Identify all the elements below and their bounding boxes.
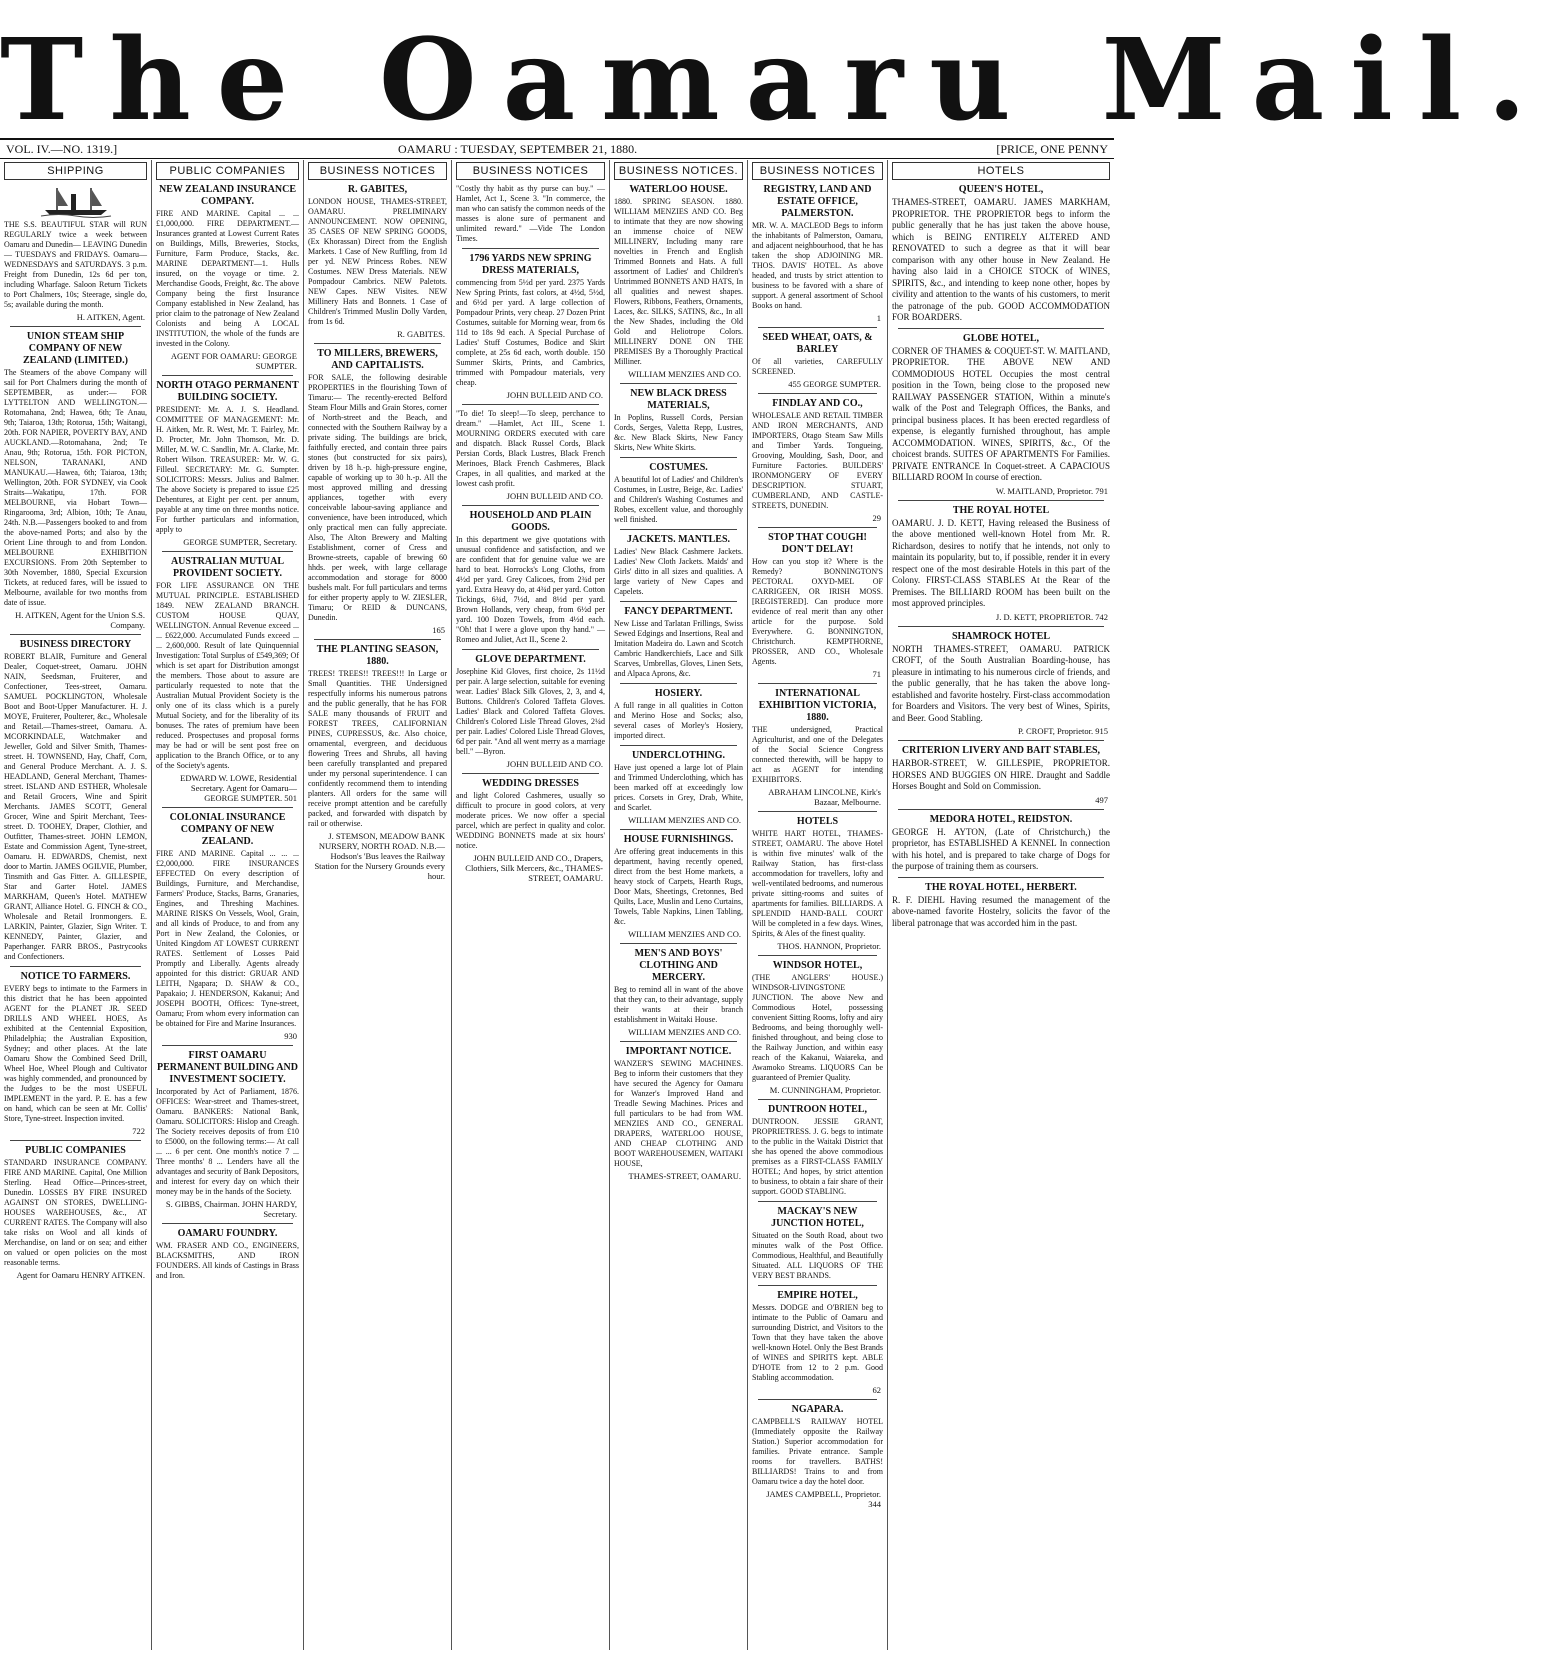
- advertisement-heading: EMPIRE HOTEL,: [777, 1290, 858, 1301]
- divider: [758, 1399, 877, 1400]
- advertisement: [156, 184, 299, 371]
- column-header: SHIPPING: [4, 162, 147, 180]
- advertisement: [892, 184, 1110, 324]
- divider: [758, 811, 877, 812]
- advertisement-signature: AGENT FOR OAMARU: GEORGE SUMPTER.: [170, 351, 297, 371]
- advertisement-heading: WATERLOO HOUSE.: [629, 184, 728, 195]
- advertisement-body: WM. FRASER AND CO., ENGINEERS, BLACKSMITHS, AND IRON FOUNDERS. All kinds of Castings in Brass and Iron.: [156, 1241, 299, 1280]
- advertisement-body: THE undersigned, Practical Agriculturist, and one of the Delegates of the Social Science Congress connected therewith, will be happy to act as AGENT for intending EXHIBITORS.: [752, 725, 883, 784]
- divider: [620, 943, 737, 944]
- advertisement-body: In Poplins, Russell Cords, Persian Cords, Serges, Valetta Repp, Lustres, &c. New Black Skirts, New Fancy Skirts, New White Skirts.: [614, 413, 743, 452]
- advertisement-body: GEORGE H. AYTON, (Late of Christchurch,) the proprietor, has ESTABLISHED A KENNEL In connection with his hotel, and is prepared to take charge of Dogs for the purpose of training them as coursers.: [892, 826, 1110, 871]
- advertisement: [156, 375, 299, 547]
- advertisement-heading: UNION STEAM SHIP COMPANY OF NEW ZEALAND (LIMITED.): [22, 331, 128, 366]
- advertisement-body: LONDON HOUSE, THAMES-STREET, OAMARU. PRELIMINARY ANNOUNCEMENT. NOW OPENING, 35 CASES OF NEW SPRING GOODS, (Ex Khorassan) Direct from the English Markets. 1 Case of New Ruffling, from 1d per yd. NEW Princess Robes. NEW Costumes. NEW Dress Materials. NEW Pompadour Cambrics. NEW Paletots. NEW Capes. NEW Visites. NEW Millinery Hats and Bonnets. 1 Case of Children's Trimmed Muslin Dolly Varden, from 1s 6d.: [308, 197, 447, 326]
- divider: [162, 1223, 293, 1224]
- column-header: BUSINESS NOTICES: [308, 162, 447, 180]
- advertisement: [892, 877, 1110, 930]
- advertisement-heading: REGISTRY, LAND AND ESTATE OFFICE, PALMERSTON.: [763, 184, 872, 219]
- advertisement-body: New Lisse and Tarlatan Frillings, Swiss Sewed Edgings and Insertions, Real and Imitation Madeira do. Lawn and Scotch Cambric Handkerchiefs, Lace and Silk Scarves, Umbrellas, Gloves, Linen Sets, and Alpaca Aprons, &c.: [614, 619, 743, 678]
- newspaper-title: The Oamaru Mail.: [0, 15, 1552, 146]
- advertisement-body: WANZER'S SEWING MACHINES. Beg to inform their customers that they have secured the Agency for Oamaru for Wanzer's Improved Hand and Treadle Sewing Machines. Prices and full particulars to be had from WM. MENZIES AND CO., GENERAL DRAPERS, WATERLOO HOUSE, AND CHEAP CLOTHING AND BOOT WAREHOUSEMEN, WAITAKI HOUSE,: [614, 1059, 743, 1168]
- advertisement-signature: WILLIAM MENZIES AND CO.: [628, 815, 741, 825]
- advertisement-body: TREES! TREES!! TREES!!! In Large or Small Quantities. THE Undersigned respectfully informs his numerous patrons and the public generally, that he has FOR SALE many thousands of FRUIT and FOREST TREES, CALIFORNIAN PINES, CUPRESSUS, &c. Also choice, ornamental, evergreen, and deciduous flowering Trees and Shrubs, all having been carefully transplanted and prepared under my personal superintendence. I can confidently recommend them to intending planters. All orders for the same will receive prompt attention and be carefully packed, and forwarded with dispatch by rail or otherwise.: [308, 669, 447, 828]
- advertisement-body: FOR LIFE ASSURANCE ON THE MUTUAL PRINCIPLE. ESTABLISHED 1849. NEW ZEALAND BRANCH. CUSTOM HOUSE QUAY, WELLINGTON. Annual Revenue exceed ... ... £622,000. Accumulated Funds exceed ... ... 2,600,000. Result of late Quinquennial Investigation: Total Surplus of £549,369; Of which is set apart for Distribution amongst the members. Those about to assure are particularly requested to note that the Australian Mutual Provident Society is the only one of its class which is a purely Mutual Society, and for the liberality of its bonuses. The rates of premium have been reduced. Prospectuses and proposal forms may be had or will be sent post free on application to the Branch Office, or to any of the Society's agents.: [156, 581, 299, 770]
- advertisement-heading: HOUSEHOLD AND PLAIN GOODS.: [469, 510, 592, 533]
- divider: [620, 1041, 737, 1042]
- column-header: HOTELS: [892, 162, 1110, 180]
- advertisement-signature: 29: [872, 513, 881, 523]
- divider: [620, 457, 737, 458]
- divider: [898, 626, 1104, 627]
- advertisement-body: THE S.S. BEAUTIFUL STAR will RUN REGULARLY twice a week between Oamaru and Dunedin— LEAVING Dunedin— TUESDAYS and FRIDAYS. Oamaru— WEDNESDAYS and SATURDAYS. 3 p.m. Freight from Dunedin, 12s 6d per ton, including Wharfage. Saloon Return Tickets to Port Chalmers, 10s; Steerage, single do, 5s; available during the month.: [4, 220, 147, 309]
- advertisement-signature: JOHN BULLEID AND CO.: [506, 759, 603, 769]
- advertisement-signature: 165: [432, 625, 445, 635]
- advertisement-signature: W. MAITLAND, Proprietor. 791: [995, 485, 1108, 496]
- advertisement: [752, 811, 883, 951]
- advertisement-body: FIRE AND MARINE. Capital ... ... £1,000,000. FIRE DEPARTMENT.—Insurances granted at Lowest Current Rates on Buildings, Mills, Breweries, Stocks, Furniture, Farm Produce, Stacks, &c. MARINE DEPARTMENT—1. Hulls insured, on the voyage or time. 2. Merchandise Goods, Freight, &c. The above Company being the first Insurance Company established in New Zealand, has prior claim to the patronage of New Zealand Colonists and being A LOCAL INSTITUTION, the whole of the funds are invested in the Colony.: [156, 209, 299, 348]
- advertisement-signature: 62: [872, 1385, 881, 1395]
- advertisement-heading: NOTICE TO FARMERS.: [20, 971, 131, 982]
- column-6: [748, 160, 888, 1650]
- divider: [462, 248, 599, 249]
- advertisement-signature: H. AITKEN, Agent for the Union S.S. Company.: [15, 610, 145, 630]
- advertisement-body: HARBOR-STREET, W. GILLESPIE, PROPRIETOR. HORSES AND BUGGIES ON HIRE. Draught and Saddle Horses Bought and Sold on Commission.: [892, 758, 1110, 791]
- divider: [462, 649, 599, 650]
- column-1: [0, 160, 152, 1650]
- advertisement: [892, 626, 1110, 737]
- advertisement-body: DUNTROON. JESSIE GRANT, PROPRIETRESS. J. G. begs to intimate to the public in the Waitaki District that she has opened the above commodious premises as a FIRST-CLASS FAMILY HOTEL; And hopes, by strict attention to business, to obtain a fair share of their support. GOOD STABLING.: [752, 1117, 883, 1196]
- advertisement-body: ROBERT BLAIR, Furniture and General Dealer, Coquet-street, Oamaru. JOHN NAIN, Seedsman, Fruiterer, and Confectioner, Tees-street, Oamaru. SAMUEL POCKLINGTON, Wholesale Boot and Boot-Upper Manufacturer. H. J. MOYE, Fruiterer, Poulterer, &c., Wholesale and Retail.—Thames-street, Oamaru. A. MCORKINDALE, Watchmaker and Jeweller, Gold and Silver Smith, Thames-street. H. TOWNSEND, Hay, Chaff, Corn, and General Produce Merchant. A. J. S. HEADLAND, General Merchant, Thames-street. ISLAND AND ESTHER, Wholesale and Retail Grocers, Wine and Spirit Merchants. JAMES SCOTT, General Grocer, Wine and Spirit Merchant, Tees-street. D. TOOHEY, Draper, Clothier, and Outfitter, Thames-street. JOHN LEMON, Estate and Commission Agent, Tyne-street, Oamaru. H. EDWARDS, Chemist, next door to Martin. JAMES OGILVIE, Plumber, Tinsmith and Gas Fitter. A. GILLESPIE, Star and Garter Hotel. JAMES MARKHAM, Queen's Hotel. MATHEW GRANT, Alliance Hotel. G. FINCH & CO., Wholesale and Retail Ironmongers. E. LARKIN, Painter, Glazier, Sign Writer. T. KENNEDY, Painter, Glazier, and Paperhanger. FARR BROS., Pastrycooks and Confectioners.: [4, 652, 147, 961]
- column-2: [152, 160, 304, 1650]
- advertisement-signature: S. GIBBS, Chairman. JOHN HARDY, Secretary.: [165, 1199, 297, 1219]
- dateline: [0, 138, 1114, 159]
- advertisement-signature: 497: [1095, 794, 1108, 805]
- advertisement: [614, 184, 743, 379]
- advertisement-body: 1880. SPRING SEASON. 1880. WILLIAM MENZIES AND CO. Beg to intimate that they are now showing an immense choice of NEW MILLINERY, Including many rare novelties in French and English Trimmed Bonnets and Hats. A full assortment of Ladies' and Children's Untrimmed BONNETS AND HATS, In all qualities and newest shapes. Flowers, Ribbons, Feathers, Ornaments, Laces, &c. SILKS, SATINS, &c., In all the New Shades, including the Old Gold and Heliotrope Colors. MILLINERY DONE ON THE PREMISES By a Thoroughly Practical Milliner.: [614, 197, 743, 366]
- advertisement-heading: CRITERION LIVERY AND BAIT STABLES,: [901, 745, 1101, 756]
- advertisement-heading: HOTELS: [796, 816, 839, 827]
- divider: [620, 745, 737, 746]
- advertisement: [752, 1399, 883, 1509]
- advertisement-body: Messrs. DODGE and O'BRIEN beg to intimate to the Public of Oamaru and surrounding District, and Visitors to the Town that they have taken the above well-known Hotel. Only the Best Brands of WINES and SPIRITS kept. ABLE D'HOTE from 12 to 2 p.m. Good Stabling accommodation.: [752, 1303, 883, 1382]
- advertisement: [4, 220, 147, 322]
- advertisement-heading: COLONIAL INSURANCE COMPANY OF NEW ZEALAND.: [169, 812, 286, 847]
- advertisement-signature: J. D. KETT, PROPRIETOR. 742: [995, 611, 1108, 622]
- advertisement-body: Ladies' New Black Cashmere Jackets. Ladies' New Cloth Jackets. Maids' and Girls' ditto in all sizes and qualities. A large variety of New Capes and Capelets.: [614, 547, 743, 596]
- advertisement: [614, 1041, 743, 1181]
- divider: [898, 877, 1104, 878]
- advertisement-heading: AUSTRALIAN MUTUAL PROVIDENT SOCIETY.: [170, 556, 285, 579]
- advertisement-signature: WILLIAM MENZIES AND CO.: [628, 369, 741, 379]
- advertisement: [752, 184, 883, 323]
- advertisement: [156, 1045, 299, 1219]
- advertisement: [4, 326, 147, 630]
- advertisement-signature: JAMES CAMPBELL, Proprietor. 344: [766, 1489, 881, 1509]
- advertisement-body: CORNER OF THAMES & COQUET-ST. W. MAITLAND, PROPRIETOR. THE ABOVE NEW AND COMMODIOUS HOTEL Occupies the most central position in the Town, being close to the proposed new RAILWAY PASSENGER STATION, Within a minute's walk of the Post and Telegraph Offices, the Banks, and principal business places. It has been erected regardless of expense, is elegantly furnished throughout, has ample ACCOMMODATION. WINES, SPIRITS, &c., Of the choicest brands. SUITES OF APARTMENTS For Families. PRIVATE ENTRANCE In Coquet-street. A CAPACIOUS BILLIARD ROOM In course of erection.: [892, 345, 1110, 482]
- advertisement-heading: MEN'S AND BOYS' CLOTHING AND MERCERY.: [634, 948, 723, 983]
- advertisement: [4, 1140, 147, 1280]
- divider: [758, 955, 877, 956]
- divider: [162, 375, 293, 376]
- advertisement-body: OAMARU. J. D. KETT, Having released the Business of the above mentioned well-known Hotel from Mr. R. Richardson, desires to notify that he intends, not only to maintain its popularity, but to, if possible, render it in every respect one of the most desirable Hotels in this part of the Colony. FIRST-CLASS STABLES At the Rear of the Premises. The BILLIARD ROOM has been built on the most approved principles.: [892, 517, 1110, 608]
- advertisement-heading: THE ROYAL HOTEL: [952, 504, 1050, 516]
- divider: [620, 683, 737, 684]
- advertisement-heading: UNDERCLOTHING.: [631, 750, 726, 761]
- advertisement: [156, 807, 299, 1041]
- advertisement-body: STANDARD INSURANCE COMPANY. FIRE AND MARINE. Capital, One Million Sterling. Head Office—Princes-street, Dunedin. LOSSES BY FIRE INSURED AGAINST ON STORES, DWELLING-HOUSES WAREHOUSES, &c., AT CURRENT RATES. The Company will also take risks on Wool and all kinds of Merchandise, on land or on sea; and either on valued or open policies on the most reasonable terms.: [4, 1158, 147, 1267]
- advertisement-heading: PUBLIC COMPANIES: [25, 1145, 126, 1156]
- steamship-illustration: [41, 184, 111, 218]
- divider: [314, 343, 441, 344]
- divider: [898, 328, 1104, 329]
- divider: [758, 1285, 877, 1286]
- advertisement-body: commencing from 5½d per yard. 2375 Yards New Spring Prints, fast colors, at 4½d, 5½d, and 6½d per yard. A large collection of Pompadour Prints, very cheap. 27 Dozen Print Costumes, suitable for Morning wear, from 6s 11d to 18s 9d each. A Special Purchase of Ladies' Stuff Costumes, Bodice and Skirt complete, at 25s 6d each, worth double. 150 Summer Skirts, Prints, and Cambrics, trimmed with Pompadour materials, very cheap.: [456, 278, 605, 387]
- volume-number: VOL. IV.—NO. 1319.]: [6, 142, 118, 156]
- advertisement-signature: J. STEMSON, MEADOW BANK NURSERY, NORTH ROAD. N.B.—Hodson's 'Bus leaves the Railway Station for the Nursery Grounds every hour.: [314, 831, 445, 881]
- advertisement-heading: IMPORTANT NOTICE.: [625, 1046, 732, 1057]
- advertisement-signature: JOHN BULLEID AND CO.: [506, 390, 603, 400]
- advertisement-heading: NGAPARA.: [791, 1404, 844, 1415]
- divider: [758, 527, 877, 528]
- advertisement: [4, 966, 147, 1136]
- advertisement: [752, 683, 883, 807]
- advertisement-heading: NORTH OTAGO PERMANENT BUILDING SOCIETY.: [156, 380, 299, 403]
- advertisement: [892, 809, 1110, 873]
- advertisement: [752, 955, 883, 1095]
- advertisement-body: Beg to remind all in want of the above that they can, to their advantage, supply their wants at their branch establishment in Waitaki House.: [614, 985, 743, 1024]
- advertisement-body: The Steamers of the above Company will sail for Port Chalmers during the month of SEPTEMBER, as under:— FOR LYTTELTON AND WELLINGTON.—Rotomahana, 2nd; Hawea, 6th; Te Anau, 9th; Taiaroa, 13th; Rotorua, 15th; Waitangi, 20th. FOR NAPIER, POVERTY BAY, AND AUCKLAND.—Rotomahana, 2nd; Te Anau, 9th; Rotorua, 15th. FOR PICTON, NELSON, TARANAKI, AND MANUKAU.—Hawea, 6th; Taiaroa, 13th; Wellington, 20th. FOR SYDNEY, via Cook Straits—Wakatipu, 17th. FOR MELBOURNE, via Hobart Town—Ringarooma, 3rd; Albion, 10th; Te Anau, 24th. N.B.—Passengers booked to and from the above-named Ports; and also by the Orient Line through to and from London. MELBOURNE EXHIBITION EXCURSIONS. From 20th September to 30th November, 1880, Special Excursion Tickets, at reduced fares, will be issued to Melbourne, available for two months from date of issue.: [4, 368, 147, 607]
- advertisement: [456, 184, 605, 244]
- advertisement-body: MR. W. A. MACLEOD Begs to inform the inhabitants of Palmerston, Oamaru, and adjacent neighbourhood, that he has taken the shop ADJOINING MR. THOS. DAVIS' HOTEL. As above headed, and trusts by strict attention to business to be favored with a share of support. A general assortment of School Books on hand.: [752, 221, 883, 310]
- advertisement-signature: EDWARD W. LOWE, Residential Secretary. Agent for Oamaru— GEORGE SUMPTER. 501: [180, 773, 297, 803]
- advertisement-heading: TO MILLERS, BREWERS, AND CAPITALISTS.: [317, 348, 438, 371]
- divider: [898, 500, 1104, 501]
- advertisement-body: "Costly thy habit as thy purse can buy." —Hamlet, Act I., Scene 3. "In commerce, the man who can satisfy the common needs of the masses is alone sure of permanent and unlimited reward." —Vide The London Times.: [456, 184, 605, 243]
- advertisement: [456, 404, 605, 501]
- advertisement-body: "To die! To sleep!—To sleep, perchance to dream." —Hamlet, Act III., Scene 1. MOURNING ORDERS executed with care and dispatch. Black Russel Cords, Black Persian Cords, Black Lustres, Black French Merinoes, Black French Cashmeres, Black Crapes, in all qualities, and marked at the lowest cash profit.: [456, 409, 605, 488]
- divider: [462, 505, 599, 506]
- divider: [462, 773, 599, 774]
- price: [PRICE, ONE PENNY: [996, 142, 1108, 156]
- divider: [620, 829, 737, 830]
- advertisement: [752, 527, 883, 679]
- advertisement-heading: 1796 YARDS NEW SPRING DRESS MATERIALS,: [469, 253, 592, 276]
- advertisement-heading: INTERNATIONAL EXHIBITION VICTORIA, 1880.: [758, 688, 877, 723]
- issue-date: OAMARU : TUESDAY, SEPTEMBER 21, 1880.: [398, 142, 638, 156]
- advertisement: [752, 1201, 883, 1281]
- advertisement-heading: MEDORA HOTEL, REIDSTON.: [929, 813, 1073, 825]
- advertisement: [4, 634, 147, 962]
- advertisement-heading: SHAMROCK HOTEL: [951, 630, 1051, 642]
- advertisement-signature: R. GABITES.: [397, 329, 445, 339]
- advertisement-heading: HOSIERY.: [654, 688, 703, 699]
- advertisement-heading: THE PLANTING SEASON, 1880.: [316, 644, 439, 667]
- advertisement-heading: GLOVE DEPARTMENT.: [475, 654, 586, 665]
- advertisement-signature: THAMES-STREET, OAMARU.: [628, 1171, 741, 1181]
- advertisement-heading: MACKAY'S NEW JUNCTION HOTEL,: [771, 1206, 864, 1229]
- advertisement: [614, 457, 743, 525]
- divider: [10, 1140, 141, 1141]
- advertisement-body: Situated on the South Road, about two minutes walk of the Post Office. Commodious, Healthful, and Beautifully Situated. ALL LIQUORS OF THE VERY BEST BRANDS.: [752, 1231, 883, 1280]
- divider: [620, 601, 737, 602]
- divider: [758, 683, 877, 684]
- advertisement-heading: FIRST OAMARU PERMANENT BUILDING AND INVESTMENT SOCIETY.: [157, 1050, 298, 1085]
- advertisement-body: NORTH THAMES-STREET, OAMARU. PATRICK CROFT, of the South Australian Boarding-house, has pleasure in intimating to his numerous circle of friends, and the public generally, that he has taken the above long-established and favorite hostelry. First-class accommodation for Boarders and Visitors. The very best of Wines, Spirits, and Beer. Good Stabling.: [892, 643, 1110, 723]
- advertisement-signature: M. CUNNINGHAM, Proprietor.: [769, 1085, 881, 1095]
- advertisement-body: Have just opened a large lot of Plain and Trimmed Underclothing, which has been marked off at exceedingly low prices. Corsets in Grey, Drab, White, and Scarlet.: [614, 763, 743, 812]
- advertisement-heading: NEW ZEALAND INSURANCE COMPANY.: [158, 184, 297, 207]
- columns: [0, 160, 1114, 1650]
- advertisement-signature: P. CROFT, Proprietor. 915: [1017, 726, 1108, 736]
- divider: [758, 1099, 877, 1100]
- advertisement: [456, 248, 605, 400]
- advertisement-signature: WILLIAM MENZIES AND CO.: [628, 1027, 741, 1037]
- divider: [10, 634, 141, 635]
- advertisement-body: Incorporated by Act of Parliament, 1876. OFFICES: Wear-street and Thames-street, Oamaru. BANKERS: National Bank, Oamaru. SOLICITORS: Hislop and Creagh. The Society receives deposits of from £10 to £5000, on the following terms:— At call ... ... 6 per cent. One month's notice 7 ... Three months' 8 ... Lenders have all the advantages and security of Bank Depositors, and interest for every day on which their money may be in the hands of the Society.: [156, 1087, 299, 1196]
- advertisement-body: FOR SALE, the following desirable PROPERTIES in the flourishing Town of Timaru:— The recently-erected Belford Steam Flour Mills and Grain Stores, corner of North-street and the Beach, and connected with the Southern Railway by a private siding. The buildings are brick, faithfully erected, and contain three pairs stones (but constructed for six pairs), driven by 18 h.-p. high-pressure engine, capable of working up to 30 h.-p. All the most approved milling and dressing appliances, together with every conceivable labour-saving appliance and convenience, have been introduced, which only practical men can fully appreciate. Also, The Alton Brewery and Malting Establishment, corner of Cress and Browne-streets, capable of brewing 60 hhds. per week, with large cellarage accommodation and storage for 8000 bushels malt. For full particulars and terms for either property apply to W. ZIESLER, Timaru; Or REID & DUNCANS, Dunedin.: [308, 373, 447, 622]
- column-4: [452, 160, 610, 1650]
- advertisement: [614, 683, 743, 741]
- advertisement-signature: JOHN BULLEID AND CO.: [506, 491, 603, 501]
- divider: [162, 807, 293, 808]
- advertisement-body: A beautiful lot of Ladies' and Children's Costumes, in Lustre, Beige, &c. Ladies' and Children's Washing Costumes and Robes, excellent value, and thoroughly well finished.: [614, 475, 743, 524]
- advertisement-body: R. F. DIEHL Having resumed the management of the above-named favorite Hostelry, solicits the favor of the liberal patronage that was accorded him in the past.: [892, 894, 1110, 928]
- divider: [10, 966, 141, 967]
- advertisement-signature: 930: [284, 1031, 297, 1041]
- divider: [758, 327, 877, 328]
- column-3: [304, 160, 452, 1650]
- advertisement: [892, 328, 1110, 496]
- advertisement-signature: 71: [872, 669, 881, 679]
- advertisement-body: and light Colored Cashmeres, usually so difficult to procure in good colors, at very moderate prices. We now offer a special parcel, which are perfect in quality and color. WEDDING BONNETS made at six hours' notice.: [456, 791, 605, 850]
- advertisement-signature: H. AITKEN, Agent.: [76, 312, 145, 322]
- column-header: BUSINESS NOTICES.: [614, 162, 743, 180]
- advertisement-signature: 1: [876, 313, 881, 323]
- advertisement-body: FIRE AND MARINE. Capital ... ... ... £2,000,000. FIRE INSURANCES EFFECTED On every description of Buildings, Furniture, and Merchandise, Farmers' Produce, Stacks, Barns, Granaries, Engines, and Threshing Machines. MARINE RISKS On Vessels, Wool, Grain, and all kinds of Produce, to and from any Port in New Zealand, the Colonies, or United Kingdom AT LOWEST CURRENT RATES. Settlement of Losses Paid Promptly and Liberally. Agents already appointed for this district: GRUAR AND LEITH, Ngapara; D. SHAW & CO., Papakaio; J. HENDERSON, Kakanui; And JOSEPH BOOTH, Offices: Tyne-street, Oamaru; From whom every information can be obtained for Fire and Marine Insurances.: [156, 849, 299, 1028]
- advertisement-heading: COSTUMES.: [649, 462, 708, 473]
- advertisement-body: Of all varieties, CAREFULLY SCREENED.: [752, 357, 883, 376]
- column-header: BUSINESS NOTICES: [752, 162, 883, 180]
- advertisement: [752, 393, 883, 523]
- advertisement-body: How can you stop it? Where is the Remedy? BONNINGTON'S PECTORAL OXYD-MEL OF CARRIGEEN, OR IRISH MOSS. [REGISTERED]. Can produce more evidence of real merit than any other article for the purpose. Sold Everywhere. G. BONNINGTON, Christchurch. KEMPTHORNE, PROSSER, AND CO., Wholesale Agents.: [752, 557, 883, 666]
- advertisement-body: EVERY begs to intimate to the Farmers in this district that he has been appointed AGENT for the PLANET JR. SEED DRILLS AND WHEEL HOES, As exhibited at the Centennial Exposition, Philadelphia; the Australian Exposition, Sydney; and other places. At the late Oamaru Show the Combined Seed Drill, Wheel Hoe, Wheel Plough and Cultivator was highly commended, and pronounced by the Judges to be the most USEFUL IMPLEMENT in the yard. P. E. has a few on hand, which can be seen at Mr. Collis' Store, Tyne-street. Inspection invited.: [4, 984, 147, 1123]
- divider: [620, 383, 737, 384]
- advertisement-heading: GLOBE HOTEL,: [962, 332, 1040, 344]
- divider: [10, 326, 141, 327]
- advertisement-heading: WEDDING DRESSES: [482, 778, 579, 789]
- advertisement-signature: GEORGE SUMPTER, Secretary.: [183, 537, 297, 547]
- advertisement-heading: OAMARU FOUNDRY.: [177, 1228, 278, 1239]
- advertisement-heading: JACKETS. MANTLES.: [626, 534, 731, 545]
- advertisement: [614, 943, 743, 1037]
- column-7: [888, 160, 1114, 1650]
- advertisement: [308, 184, 447, 339]
- column-header: BUSINESS NOTICES: [456, 162, 605, 180]
- advertisement: [752, 1099, 883, 1197]
- advertisement-body: WHOLESALE AND RETAIL TIMBER AND IRON MERCHANTS, AND IMPORTERS, Otago Steam Saw Mills and Timber Yards. Tongueing, Grooving, Moulding, Sash, Door, and Furniture Factories. BUILDERS' IRONMONGERY OF EVERY DESCRIPTION. STUART, CUMBERLAND, AND CASTLE-STREETS, DUNEDIN.: [752, 411, 883, 510]
- advertisement: [308, 343, 447, 635]
- advertisement-signature: WILLIAM MENZIES AND CO.: [628, 929, 741, 939]
- advertisement: [614, 745, 743, 825]
- column-5: [610, 160, 748, 1650]
- advertisement-body: CAMPBELL'S RAILWAY HOTEL (Immediately opposite the Railway Station.) Superior accommodation for families. Private entrance. Sample rooms for travellers. BATHS! BILLIARDS! Trains to and from Oamaru twice a day the hotel door.: [752, 1417, 883, 1486]
- column-header: PUBLIC COMPANIES: [156, 162, 299, 180]
- divider: [898, 740, 1104, 741]
- advertisement-heading: STOP THAT COUGH! DON'T DELAY!: [768, 532, 867, 555]
- advertisement: [456, 773, 605, 883]
- divider: [620, 529, 737, 530]
- advertisement: [892, 500, 1110, 622]
- advertisement-body: Josephine Kid Gloves, first choice, 2s 11½d per pair. A large selection, suitable for evening wear. Ladies' Black Silk Gloves, 2, 3, and 4, Buttons. Children's Colored Taffeta Gloves. Ladies' Black and Colored Taffeta Gloves. Children's Colored Lisle Thread Gloves, 2¼d per pair. Ladies' Colored Lisle Thread Gloves, 6d per pair. "And all went merry as a marriage bell." —Byron.: [456, 667, 605, 756]
- divider: [162, 1045, 293, 1046]
- divider: [898, 809, 1104, 810]
- advertisement: [614, 601, 743, 679]
- advertisement: [614, 383, 743, 453]
- advertisement: [752, 1285, 883, 1395]
- advertisement: [752, 327, 883, 389]
- divider: [758, 1201, 877, 1202]
- advertisement-signature: ABRAHAM LINCOLNE, Kirk's Bazaar, Melbourne.: [768, 787, 881, 807]
- advertisement: [456, 505, 605, 645]
- advertisement-heading: FANCY DEPARTMENT.: [624, 606, 733, 617]
- advertisement-heading: WINDSOR HOTEL,: [772, 960, 863, 971]
- divider: [462, 404, 599, 405]
- advertisement-heading: DUNTROON HOTEL,: [768, 1104, 867, 1115]
- divider: [758, 393, 877, 394]
- advertisement-heading: HOUSE FURNISHINGS.: [623, 834, 734, 845]
- advertisement: [614, 529, 743, 597]
- divider: [162, 551, 293, 552]
- masthead: [0, 0, 1552, 146]
- advertisement-signature: JOHN BULLEID AND CO., Drapers, Clothiers, Silk Mercers, &c., THAMES-STREET, OAMARU.: [465, 853, 603, 883]
- advertisement: [892, 740, 1110, 805]
- advertisement-heading: FINDLAY AND CO.,: [772, 398, 863, 409]
- advertisement-body: A full range in all qualities in Cotton and Merino Hose and Socks; also, several cases of Morley's Hosiery, imported direct.: [614, 701, 743, 740]
- advertisement-heading: THE ROYAL HOTEL, HERBERT.: [925, 881, 1077, 893]
- advertisement-body: Are offering great inducements in this department, having recently opened, direct from the best Home markets, a heavy stock of Carpets, Hearth Rugs, Door Mats, Sheetings, Cretonnes, Bed Quilts, Lace, Muslin and Leno Curtains, Towels, Table Napkins, Linen Tabling, &c.: [614, 847, 743, 926]
- advertisement-signature: 722: [132, 1126, 145, 1136]
- advertisement-heading: SEED WHEAT, OATS, & BARLEY: [762, 332, 873, 355]
- advertisement-signature: 455 GEORGE SUMPTER.: [788, 379, 881, 389]
- advertisement: [156, 1223, 299, 1281]
- advertisement-body: WHITE HART HOTEL, THAMES-STREET, OAMARU. The above Hotel is within five minutes' walk of the Railway Station, has first-class accommodation for travellers, lofty and well-ventilated bedrooms, and numerous private sitting-rooms and suites of apartments for families. BILLIARDS. A SPLENDID HAND-BALL COURT Will be completed in a few days. Wines, Spirits, & Ales of the finest quality.: [752, 829, 883, 938]
- advertisement-heading: BUSINESS DIRECTORY: [19, 639, 132, 650]
- advertisement-heading: QUEEN'S HOTEL,: [958, 184, 1044, 195]
- advertisement-body: (THE ANGLERS' HOUSE.) WINDSOR-LIVINGSTONE JUNCTION. The above New and Commodious Hotel, possessing convenient Sitting Rooms, lofty and airy Bedrooms, and being thoroughly well-finished throughout, and being close to the Railway Junction, and within easy reach of the Kakanui, Waiareka, and Awamoko Streams. LIQUORS Can be guaranteed of Premier Quality.: [752, 973, 883, 1082]
- advertisement-heading: R. GABITES,: [347, 184, 408, 195]
- advertisement: [614, 829, 743, 939]
- advertisement-body: PRESIDENT: Mr. A. J. S. Headland. COMMITTEE OF MANAGEMENT: Mr. H. Aitken, Mr. R. West, Mr. T. Fairley, Mr. D. Procter, Mr. John Thomson, Mr. D. Miller, M. W. C. Sandlin, Mr. A. Clarke, Mr. Robert Wilson. TREASURER: Mr. W. G. Filleul. SECRETARY: Mr. G. Sumpter. SOLICITORS: Messrs. Julius and Balmer. The above Society is prepared to issue £25 Debentures, at Eight per cent. per annum, payable at any time on three months notice. For further particulars and information, apply to: [156, 405, 299, 534]
- advertisement: [308, 639, 447, 881]
- divider: [314, 639, 441, 640]
- advertisement-body: In this department we give quotations with unusual confidence and satisfaction, and we are confident that for genuine value we are hard to beat. Horrocks's Long Cloths, from 4½d per yard. Grey Calicoes, from 2¾d per yard. Extra Heavy do, at 4¾d per yard. Cotton Tickings, 6¾d, 7½d, and 8½d per yard. Brown Hollands, very cheap, from 6½d per yard. 100 Dozen Towels, from 4½d each. "Oh! that I were a glove upon thy hand." —Romeo and Juliet, Act II., Scene 2.: [456, 535, 605, 644]
- advertisement-body: THAMES-STREET, OAMARU. JAMES MARKHAM, PROPRIETOR. THE PROPRIETOR begs to inform the public generally that he has just taken the above house, which is BEING ENTIRELY ALTERED AND RENOVATED to such a degree as that it will bear comparison with any other house in New Zealand. He having also laid in a CHOICE STOCK of WINES, SPIRITS, &c., and intending to keep none other, hopes by civility and attention to the wants of his customers, to merit the patronage of the pub. GOOD ACCOMMODATION FOR BOARDERS.: [892, 197, 1110, 322]
- advertisement-signature: THOS. HANNON, Proprietor.: [777, 941, 881, 951]
- advertisement: [456, 649, 605, 769]
- advertisement-heading: NEW BLACK DRESS MATERIALS,: [630, 388, 727, 411]
- advertisement: [156, 551, 299, 803]
- advertisement-signature: Agent for Oamaru HENRY AITKEN.: [16, 1270, 145, 1280]
